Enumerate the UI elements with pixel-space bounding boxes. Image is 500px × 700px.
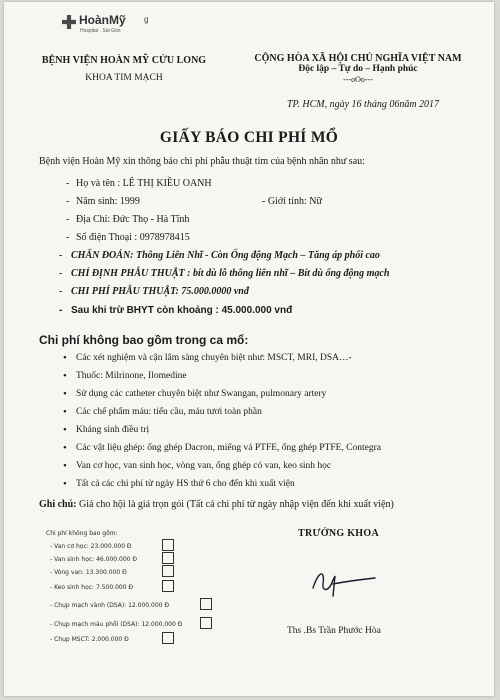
handwritten-title: Chi phí không bao gồm: (46, 530, 118, 537)
hospital-name: BỆNH VIỆN HOÀN MỸ CỬU LONG (41, 55, 207, 66)
handwritten-item: - Van sinh học: 46.000.000 Đ (50, 556, 138, 563)
note-row (39, 499, 394, 510)
diagnosis: CHẨN ĐOÁN: Thông Liên Nhĩ - Còn Ống động Mạch – Tăng áp phổi cao (71, 250, 380, 261)
national-motto: Độc lập – Tự do – Hạnh phúc (298, 64, 418, 74)
cost-row: - CHI PHÍ PHẪU THUẬT: 75.000.0000 vnđ (59, 286, 249, 297)
exclusion-item: • Kháng sinh điều trị (76, 425, 149, 435)
cross-icon (62, 15, 76, 29)
exclusion-item: • Tất cả các chi phí từ ngày HS thứ 6 cho đến khi xuất viện (76, 479, 295, 489)
patient-phone: Số điện Thoại : 0978978415 (76, 232, 190, 243)
document-date: TP. HCM, ngày 16 tháng 06năm 2017 (287, 99, 440, 110)
intro-text: Bệnh viện Hoàn Mỹ xin thông báo chi phí phẫu thuật tim của bệnh nhân như sau: (39, 156, 365, 167)
exclusion-item: • Các chế phẩm máu: tiểu cầu, máu tươi toàn phần (76, 407, 262, 417)
logo-name: HoànMỹ (79, 13, 126, 27)
exclusion-item: • Thuốc: Milrinone, Ilomedine (76, 371, 187, 381)
signature-title: TRƯỞNG KHOA (298, 528, 379, 539)
checkbox (162, 539, 174, 551)
patient-phone-row: - Số điện Thoại : 0978978415 (66, 232, 190, 243)
department-name: KHOA TIM MẠCH (85, 73, 163, 83)
handwritten-item: - Van cơ học: 23.000.000 Đ (50, 543, 132, 550)
patient-birth-year: Năm sinh: 1999 (76, 196, 140, 207)
indication-row: - CHỈ ĐỊNH PHẪU THUẬT : bít dù lỗ thông liên nhĩ – Bít dù ống động mạch (59, 268, 390, 279)
exclusions-title: Chi phí không bao gồm trong ca mổ: (39, 333, 249, 347)
after-insurance-row: - Sau khi trừ BHYT còn khoảng : 45.000.000 vnđ (59, 305, 293, 316)
handwritten-item: - Chụp mạch máu phổi (DSA): 12.000.000 Đ (50, 621, 183, 628)
document-title: GIẤY BÁO CHI PHÍ MỔ (159, 129, 339, 146)
signature-scribble (309, 562, 379, 602)
patient-name: Họ và tên : LÊ THỊ KIỀU OANH (76, 178, 212, 189)
signer-name: Ths .Bs Trần Phước Hòa (287, 626, 381, 636)
handwritten-item: - Chụp mạch vành (DSA): 12.000.000 Đ (50, 602, 170, 609)
checkbox (200, 598, 212, 610)
patient-birth-row: - Năm sinh: 1999 (66, 196, 140, 207)
exclusion-item: • Các vật liệu ghép: ống ghép Dacron, miếng vá PTFE, ống ghép PTFE, Contegra (76, 443, 381, 453)
checkbox (200, 617, 212, 629)
patient-name-row: - Họ và tên : LÊ THỊ KIỀU OANH (66, 178, 212, 189)
hospital-logo (62, 12, 149, 38)
handwritten-item: - Vòng van: 13.300.000 Đ (50, 569, 127, 576)
checkbox (162, 632, 174, 644)
checkbox (162, 565, 174, 577)
checkbox (162, 580, 174, 592)
checkbox (162, 552, 174, 564)
patient-address-row: - Địa Chỉ: Đức Thọ - Hà Tĩnh (66, 214, 190, 225)
exclusion-item: • Sử dụng các catheter chuyên biệt như Swangan, pulmonary artery (76, 389, 326, 399)
patient-address: Địa Chỉ: Đức Thọ - Hà Tĩnh (76, 214, 190, 225)
heading-decoration: ---oOo--- (343, 75, 373, 84)
republic-heading: CỘNG HÒA XÃ HỘI CHỦ NGHĨA VIỆT NAM (254, 53, 462, 64)
surgery-cost: CHI PHÍ PHẪU THUẬT: 75.000.0000 vnđ (71, 286, 249, 297)
document-page (4, 2, 494, 696)
exclusion-item: • Van cơ học, van sinh học, vòng van, ống ghép có van, keo sinh học (76, 461, 331, 471)
logo-subtitle: Hospital · Sài Gòn (80, 28, 121, 34)
handwritten-item: - Keo sinh học: 7.500.000 Đ (50, 584, 134, 591)
diagnosis-row: - CHẨN ĐOÁN: Thông Liên Nhĩ - Còn Ống động Mạch – Tăng áp phổi cao (59, 250, 380, 261)
exclusion-item: • Các xét nghiệm và cận lâm sàng chuyên biệt như: MSCT, MRI, DSA…- (76, 353, 352, 363)
patient-gender: - Giới tính: Nữ (262, 196, 322, 207)
surgical-indication: CHỈ ĐỊNH PHẪU THUẬT : bít dù lỗ thông liên nhĩ – Bít dù ống động mạch (71, 268, 390, 279)
note-text: Giá cho hội là giá trọn gói (Tất cả chi phí từ ngày nhập viện đến khi xuất viện) (76, 499, 394, 510)
handwritten-item: - Chụp MSCT: 2.000.000 Đ (50, 636, 129, 643)
note-label: Ghi chú: (39, 499, 77, 510)
logo-mark: g (144, 15, 149, 24)
cost-after-insurance: Sau khi trừ BHYT còn khoảng : 45.000.000 vnđ (71, 305, 293, 316)
